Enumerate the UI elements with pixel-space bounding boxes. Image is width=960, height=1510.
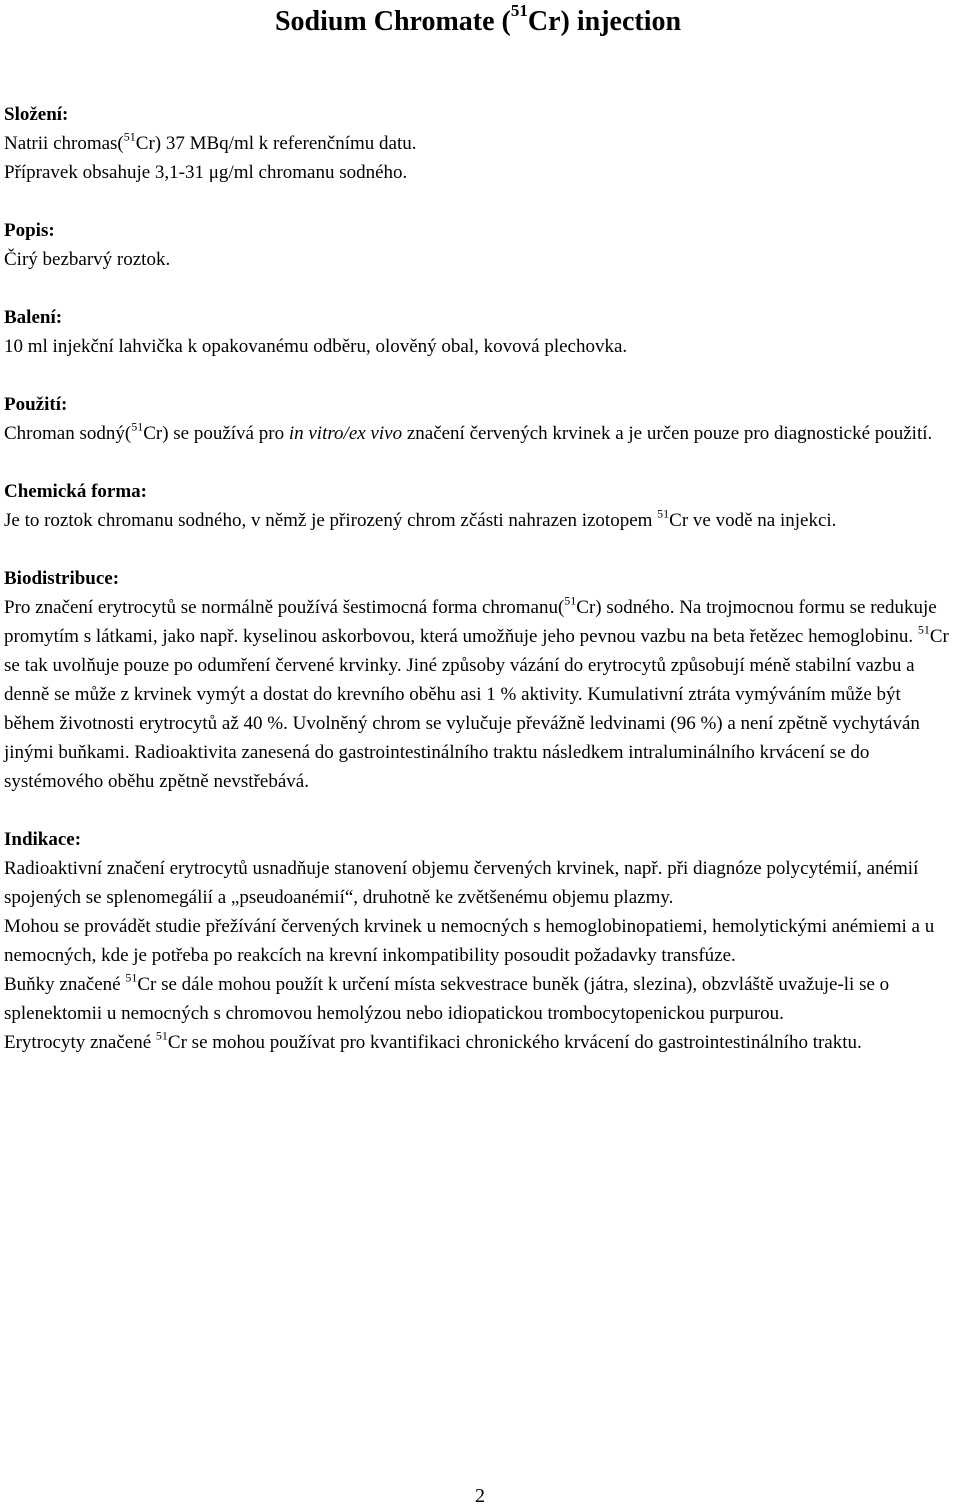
indication-paragraph: Erytrocyty značené $^{51}$Cr se mohou používat pro kvantifikaci chronického krvácení do gastrointestinálního traktu. [4, 1028, 862, 1053]
page-number: 2 [475, 1485, 485, 1507]
title-text: Sodium Chromate ( [274, 6, 511, 37]
section-biodistribuce [4, 564, 952, 796]
section-heading: Indikace: [4, 829, 82, 850]
section-text: Chroman sodný($^{51}$Cr) se používá pro in vitro/ex vivo značení červených krvinek a je určen pouze pro diagnostické použití. [4, 419, 933, 444]
title-text-end: Cr) injection [527, 6, 682, 37]
section-heading: Popis: [4, 220, 55, 241]
document-title [4, 0, 952, 46]
section-chemicka-forma [4, 477, 952, 535]
section-text: Je to roztok chromanu sodného, v němž je přirozený chrom zčásti nahrazen izotopem $^{51}$Cr ve vodě na injekci. [4, 506, 837, 531]
composition-line: Natrii chromas($^{51}$Cr) 37 MBq/ml k referenčnímu datu. [4, 129, 417, 154]
section-popis [4, 216, 952, 274]
indication-paragraph: Buňky značené $^{51}$Cr se dále mohou použít k určení místa sekvestrace buněk (játra, slezina), obzvláště uvažuje-li se o splenektomii u nemocných s chromovou hemolýzou nebo idiopatickou trombocytopenickou purpurou. [4, 970, 890, 1024]
document-page [4, 0, 952, 1057]
section-text: Čirý bezbarvý roztok. [4, 249, 171, 270]
section-heading: Balení: [4, 307, 63, 328]
section-text: Pro značení erytrocytů se normálně používá šestimocná forma chromanu($^{51}$Cr) sodného. Na trojmocnou formu se redukuje promytím s látkami, jako např. kyselinou askorbovou, která umožňuje jeho pevnou vazbu na beta řetězec hemoglobinu. $^{51}$Cr se tak uvolňuje pouze po odumření červené krvinky. Jiné způsoby vázání do erytrocytů způsobují méně stabilní vazbu a denně se může z krvinek vymýt a dostat do krevního oběhu asi 1 % aktivity. Kumulativní ztráta vymýváním může být během životnosti erytrocytů až 40 %. Uvolněný chrom se vylučuje převážně ledvinami (96 %) a není zpětně vychytáván jinými buňkami. Radioaktivita zanesená do gastrointestinálního traktu následkem intraluminálního krvácení se do systémového oběhu zpětně nevstřebává. [4, 593, 949, 792]
section-pouziti [4, 390, 952, 448]
section-heading: Složení: [4, 104, 69, 125]
section-heading: Použití: [4, 394, 68, 415]
section-indikace [4, 825, 952, 1057]
section-heading: Chemická forma: [4, 481, 147, 502]
indication-paragraph: Radioaktivní značení erytrocytů usnadňuje stanovení objemu červených krvinek, např. při diagnóze polycytémií, anémií spojených se splenomegálií a „pseudoanémií“, druhotně ke zvětšenému objemu plazmy. [4, 858, 919, 908]
section-text: 10 ml injekční lahvička k opakovanému odběru, olověný obal, kovová plechovka. [4, 336, 628, 357]
section-slozeni [4, 100, 952, 187]
indication-paragraph: Mohou se provádět studie přežívání červených krvinek u nemocných s hemoglobinopatiemi, hemolytickými anémiemi a u nemocných, kde je potřeba po reakcích na krevní inkompatibility posoudit požadavky transfúze. [4, 916, 935, 966]
composition-line: Přípravek obsahuje 3,1-31 μg/ml chromanu sodného. [4, 162, 408, 183]
section-baleni [4, 303, 952, 361]
title-superscript: 51 [510, 1, 528, 21]
section-heading: Biodistribuce: [4, 568, 120, 589]
